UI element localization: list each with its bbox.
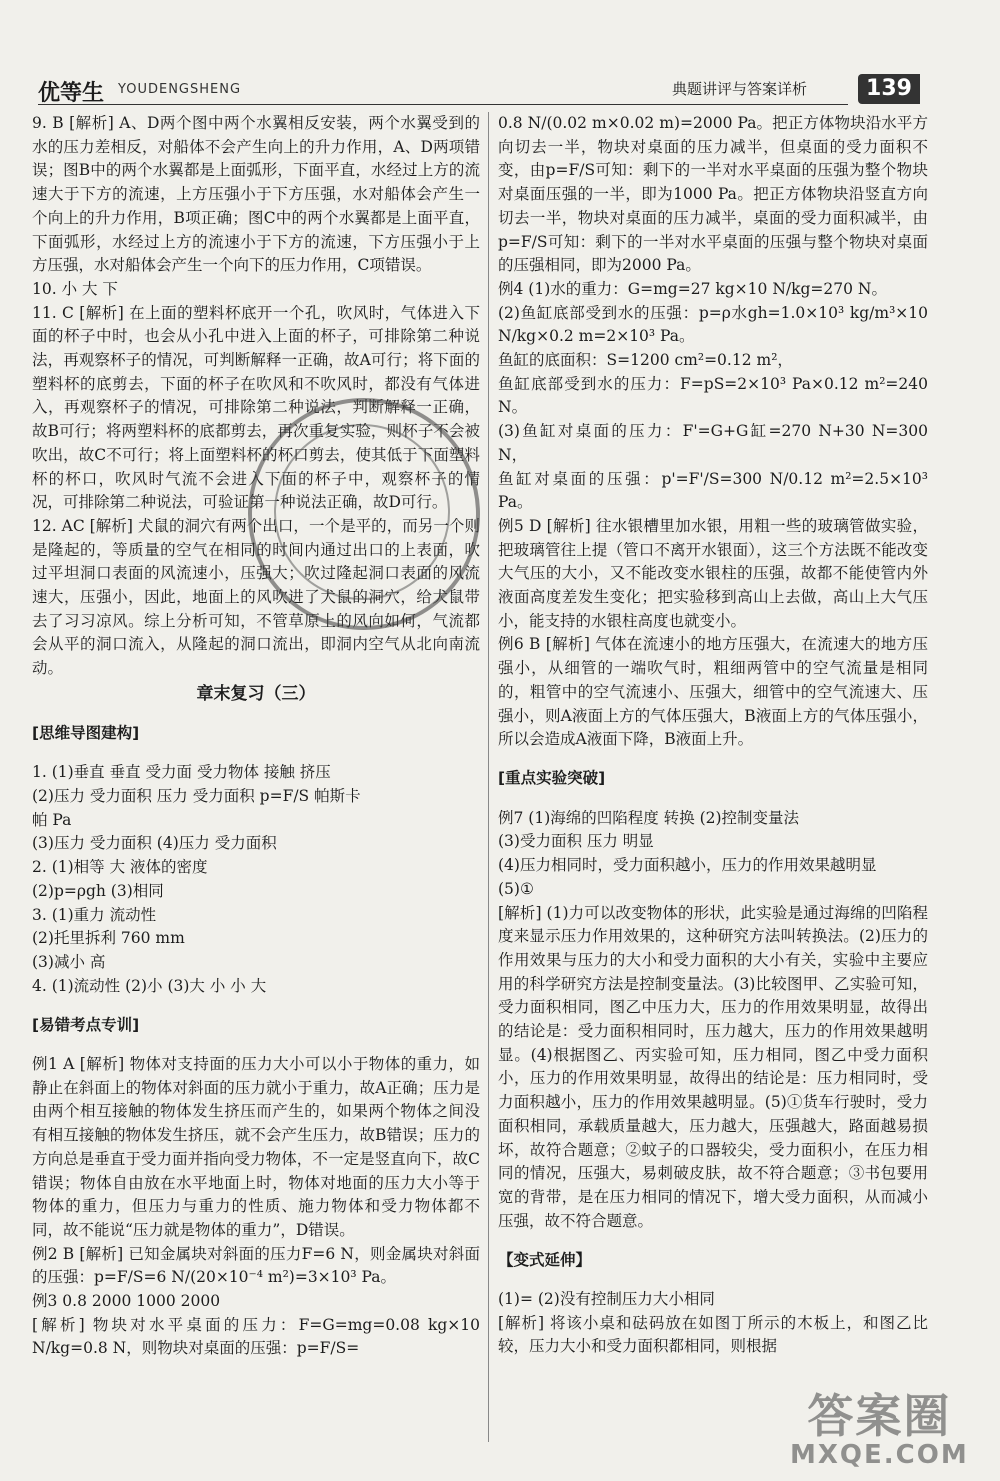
example-4-part-2: (2)鱼缸底部受到水的压强：p=ρ水gh=1.0×10³ kg/m³×10 N/kg×0.2 m=2×10³ Pa。	[498, 303, 928, 346]
page-header	[0, 68, 1000, 106]
watermark-text: 答案圈	[807, 1389, 952, 1443]
mindmap-line-3: 帕 Pa	[32, 810, 72, 829]
example-5: 例5 D [解析] 往水银槽里加水银，用粗一些的玻璃管做实验，把玻璃管往上提（管口不离开水银面），这三个方法既不能改变大气压的大小，又不能改变水银柱的压强，故都不能使管内外液面高度差发生变化；把实验移到高山上去做，高山上大气压小，能支持的水银柱高度也就变小。	[498, 516, 928, 630]
mindmap-line-7: 3. (1)重力 流动性	[32, 905, 157, 924]
answer-10: 10. 小 大 下	[32, 279, 118, 298]
example-1: 例1 A [解析] 物体对支持面的压力大小可以小于物体的重力，如静止在斜面上的物体对斜面的压力就小于重力，故A正确；压力是由两个相互接触的物体发生挤压而产生的，如果两个物体之间没有相互接触的物体发生挤压，就不会产生压力，故B错误；压力的方向总是垂直于受力面并指向受力物体，不一定是竖直向下，故C错误；物体自由放在水平地面上时，物体对地面的压力大小等于物体的重力，但压力与重力的性质、施力物体和受力物体都不同，故不能说“压力就是物体的重力”，D错误。	[32, 1055, 480, 1239]
example-7-analysis: [解析] (1)力可以改变物体的形状，此实验是通过海绵的凹陷程度来显示压力作用效果的，这种研究方法叫转换法。(2)压力的作用效果与压力的大小和受力面积的大小有关，实验中主要应用的科学研究方法是控制变量法。(3)比较图甲、乙实验可知，受力面积相同，图乙中压力大，压力的作用效果明显，故得出的结论是：受力面积相同时，压力越大，压力的作用效果越明显。(4)根据图乙、丙实验可知，压力相同，图乙中受力面积小，压力的作用效果明显，故得出的结论是：压力相同时，受力面积越小，压力的作用效果越明显。(5)①货车行驶时，受力面积相同，承载质量越大，压力越大，压强越大，路面越易损坏，故符合题意；②蚊子的口器较尖，受力面积小，在压力相同的情况，压强大，易刺破皮肤，故不符合题意；③书包要用宽的背带，是在压力相同的情况下，增大受力面积，从而减小压强，故不符合题意。	[498, 903, 928, 1230]
example-3: 例3 0.8 2000 1000 2000	[32, 1292, 221, 1311]
example-7-part-1: 例7 (1)海绵的凹陷程度 转换 (2)控制变量法	[498, 808, 800, 827]
mindmap-line-5: 2. (1)相等 大 液体的密度	[32, 858, 208, 877]
example-3-analysis: [解析] 物块对水平桌面的压力：F=G=mg=0.08 kg×10 N/kg=0.8 N，则物块对桌面的压强：p=F/S=	[32, 1315, 480, 1358]
mindmap-line-10: 4. (1)流动性 (2)小 (3)大 小 小 大	[32, 976, 267, 995]
common-errors-heading: [易错考点专训]	[32, 1015, 140, 1034]
column-divider	[488, 112, 489, 1442]
variant-analysis: [解析] 将该小桌和砝码放在如图丁所示的木板上，和图乙比较，压力大小和受力面积都相同，则根据	[498, 1313, 928, 1356]
left-column	[32, 112, 480, 1361]
mindmap-line-2: (2)压力 受力面积 压力 受力面积 p=F/S 帕斯卡	[32, 786, 361, 805]
example-7-part-5: (5)①	[498, 879, 534, 898]
example-2: 例2 B [解析] 已知金属块对斜面的压力F=6 N，则金属块对斜面的压强：p=F/S=6 N/(20×10⁻⁴ m²)=3×10³ Pa。	[32, 1244, 480, 1287]
key-experiment-heading: [重点实验突破]	[498, 769, 606, 788]
example-4-part-3: (3)鱼缸对桌面的压力：F'=G+G缸=270 N+30 N=300 N，	[498, 422, 928, 464]
mindmap-line-1: 1. (1)垂直 垂直 受力面 受力物体 接触 挤压	[32, 763, 331, 782]
answer-9: 9. B [解析] A、D两个图中两个水翼相反安装，两个水翼受到的水的压力差相反，对船体不会产生向上的升力作用，A、D两项错误；图B中的两个水翼都是上面弧形，下面平直，水经过上方的流速大于下方的流速，上方压强小于下方压强，水对船体会产生一个向上的升力作用，B项正确；图C中的两个水翼都是上面平直，下面弧形，水经过上方的流速小于下方的流速，下方压强小于上方压强，水对船体会产生一个向下的压力作用，C项错误。	[32, 114, 480, 275]
right-column	[498, 112, 928, 1359]
mindmap-line-9: (3)减小 高	[32, 952, 106, 971]
example-7-part-4: (4)压力相同时，受力面积越小，压力的作用效果越明显	[498, 856, 877, 875]
variant-answer: (1)= (2)没有控制压力大小相同	[498, 1290, 715, 1309]
brand-name-latin: YOUDENGSHENG	[118, 82, 242, 97]
header-rule	[38, 104, 848, 105]
mindmap-line-6: (2)p=ρgh (3)相同	[32, 881, 164, 900]
example-7-part-3: (3)受力面积 压力 明显	[498, 832, 654, 851]
chapter-review-heading: 章末复习（三）	[196, 683, 316, 704]
example-3-continued: 0.8 N/(0.02 m×0.02 m)=2000 Pa。把正方体物块沿水平方向切去一半，物块对桌面的压力减半，但桌面的受力面积不变，由p=F/S可知：剩下的一半对水平桌面的压强为整个物块对桌面压强的一半，即为1000 Pa。把正方体物块沿竖直方向切去一半，物块对桌面的压力减半，桌面的受力面积减半，由p=F/S可知：剩下的一半对水平桌面的压强与整个物块对桌面的压强相同，即为2000 Pa。	[498, 114, 928, 275]
example-4-area: 鱼缸的底面积：S=1200 cm²=0.12 m²，	[498, 351, 793, 370]
mindmap-line-8: (2)托里拆利 760 mm	[32, 929, 185, 948]
example-4-pressure: 鱼缸对桌面的压强：p'=F'/S=300 N/0.12 m²=2.5×10³ Pa。	[498, 469, 928, 512]
section-label: 典题讲评与答案详析	[672, 80, 808, 98]
stamp-inner-ring	[274, 424, 450, 600]
mindmap-line-4: (3)压力 受力面积 (4)压力 受力面积	[32, 834, 277, 853]
mindmap-heading: [思维导图建构]	[32, 724, 140, 743]
watermark-url: MXQE.COM	[790, 1440, 969, 1470]
example-4-force: 鱼缸底部受到水的压力：F=pS=2×10³ Pa×0.12 m²=240 N。	[498, 374, 928, 417]
answer-11: 11. C [解析] 在上面的塑料杯底开一个孔，吹风时，气体进入下面的杯子中时，也会从小孔中进入上面的杯子，可排除第二种说法，再观察杯子的情况，可判断解释一正确，故A可行；将下面的塑料杯的底剪去，下面的杯子在吹风和不吹风时，都没有气体进入，再观察杯子的情况，可排除第二种说法，判断解释一正确，故B可行；将两塑料杯的底都剪去，再次重复实验，则杯子不会被吹出，故C不可行；将上面塑料杯的杯口剪去，使其低于下面塑料杯的杯口，吹风时气流不会进入下面的杯子中，观察杯子的情况，可排除第二种说法，可验证第一种说法正确，故D可行。	[32, 303, 480, 512]
example-6: 例6 B [解析] 气体在流速小的地方压强大，在流速大的地方压强小，从细管的一端吹气时，粗细两管中的空气流量是相同的，粗管中的空气流速小、压强大，细管中的空气流速大、压强小，则A液面上方的气体压强大，B液面上方的气体压强小，所以会造成A液面下降，B液面上升。	[498, 635, 928, 749]
variant-heading: 【变式延伸】	[498, 1250, 592, 1269]
page-number: 139	[858, 74, 920, 104]
answer-12: 12. AC [解析] 犬鼠的洞穴有两个出口，一个是平的，而另一个则是隆起的，等质量的空气在相同的时间内通过出口的上表面，吹过平坦洞口表面的风流速小，压强大；吹过隆起洞口表面的风流速大，压强小，因此，地面上的风吹进了犬鼠的洞穴，给犬鼠带去了习习凉风。综上分析可知，不管草原上的风向如何，气流都会从平的洞口流入，从隆起的洞口流出，即洞内空气从北向南流动。	[32, 516, 480, 678]
stamp-seal	[248, 398, 480, 630]
example-4-part-1: 例4 (1)水的重力：G=mg=27 kg×10 N/kg=270 N。	[498, 279, 887, 298]
watermark-logo	[790, 1380, 969, 1470]
brand-name: 优等生	[38, 81, 105, 106]
